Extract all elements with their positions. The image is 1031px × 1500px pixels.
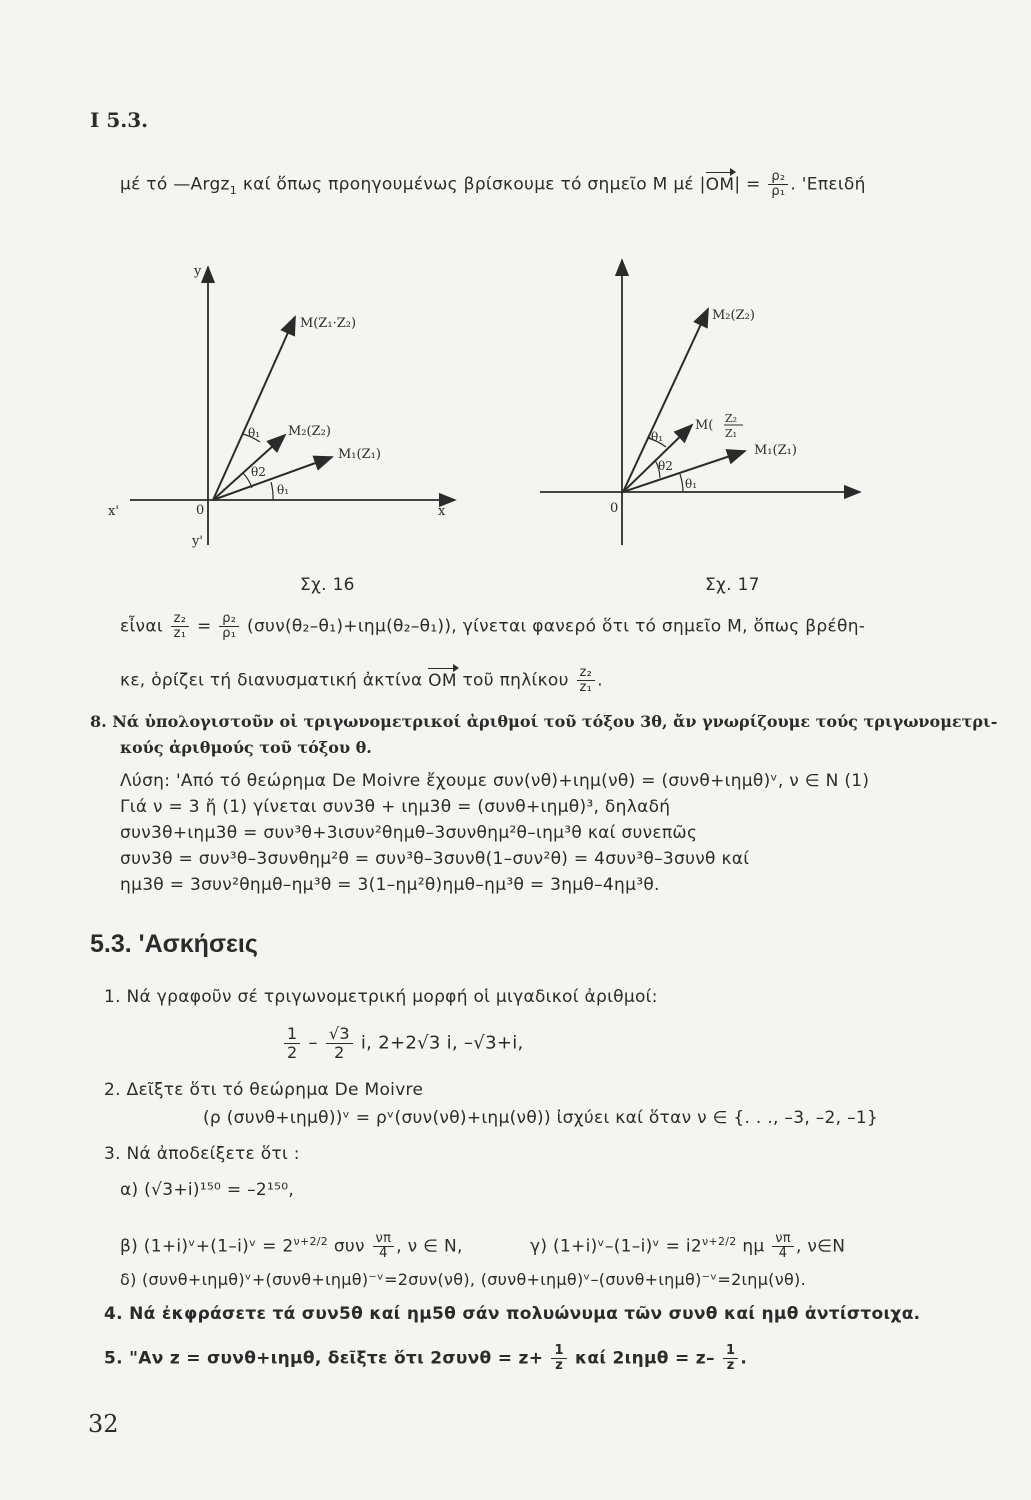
- page-number: 32: [88, 1410, 119, 1438]
- exercise-2-formula: (ρ (συνθ+ιημθ))ᵛ = ρᵛ(συν(νθ)+ιημ(νθ)) ἰσχύει καί ὅταν ν ∈ {. . ., –3, –2, –1}: [203, 1108, 879, 1128]
- exercise-1-numbers: $\frac{1}{2}$ – $\frac{√3}{2}$ i, 2+2√3 i, –√3+i,: [282, 1025, 524, 1062]
- solution-line4: συν3θ = συν³θ–3συνθημ²θ = συν³θ–3συνθ(1–συν²θ) = 4συν³θ–3συνθ καί: [120, 849, 750, 869]
- label-neg-theta1: -θ₁: [647, 430, 664, 444]
- label-m1: M₁(Z₁): [754, 443, 797, 458]
- problem-8-line1: 8. Νά ὑπολογιστοῦν οἱ τριγωνομετρικοί ἀριθμοί τοῦ τόξου 3θ, ἄν γνωρίζουμε τούς τριγωνομετρι-: [90, 712, 998, 731]
- label-theta2: θ2: [251, 465, 266, 479]
- paragraph-vector: κε, ὁρίζει τή διανυσματική ἀκτίνα OM τοῦ πηλίκου $\frac{\text{z₂}}{\text{z₁}}$ .: [120, 665, 603, 695]
- vector-m2: [213, 435, 285, 500]
- label-x-neg: x': [108, 504, 119, 519]
- solution-line1: Λύση: 'Από τό θεώρημα De Moivre ἔχουμε συν(νθ)+ιημ(νθ) = (συνθ+ιημθ)ᵛ, ν ∈ N (1): [120, 771, 870, 791]
- exercise-4: 4. Νά ἐκφράσετε τά συν5θ καί ημ5θ σάν πολυώνυμα τῶν συνθ καί ημθ ἀντίστοιχα.: [104, 1304, 921, 1324]
- label-m-num: Z₂: [725, 412, 738, 425]
- problem-8-line2: κούς ἀριθμούς τοῦ τόξου θ.: [120, 738, 372, 757]
- label-m1: M₁(Z₁): [338, 447, 381, 462]
- label-m-prefix: M(: [695, 418, 714, 433]
- label-theta1-top: θ₁: [248, 426, 261, 440]
- angle-arc-theta1-bottom: [680, 474, 683, 492]
- label-m2: M₂(Z₂): [712, 308, 755, 323]
- label-y-neg: y': [192, 534, 203, 549]
- fraction-rho: $\frac{\text{ρ₂}}{\text{ρ₁}}$: [768, 170, 788, 199]
- exercise-3: 3. Νά ἀποδείξετε ὅτι :: [104, 1144, 300, 1164]
- exercise-3a: α) (√3+i)¹⁵⁰ = –2¹⁵⁰,: [120, 1180, 295, 1200]
- paragraph-quotient: εἶναι $\frac{\text{z₂}}{\text{z₁}}$ = $\frac{\text{ρ₂}}{\text{ρ₁}}$ (συν(θ₂–θ₁)+ιημ(θ₂–θ₁)), γίνεται φανερό ὅτι τό σημεῖο Μ, ὅπως βρέθη-: [120, 611, 866, 641]
- label-y: y: [194, 264, 202, 279]
- label-origin: 0: [610, 501, 619, 516]
- figure-17: [530, 255, 890, 555]
- exercise-5: 5. "Αν z = συνθ+ιημθ, δεῖξτε ὅτι 2συνθ = z+ $\frac{1}{z}$ καί 2ιημθ = z– $\frac{1}{z}$ .: [104, 1343, 748, 1373]
- label-theta1-bottom: θ₁: [277, 483, 290, 497]
- solution-line2: Γιά ν = 3 ἤ (1) γίνεται συν3θ + ιημ3θ = (συνθ+ιημθ)³, δηλαδή: [120, 797, 671, 817]
- vector-om: OM: [705, 174, 735, 195]
- label-m2: M₂(Z₂): [288, 424, 331, 439]
- solution-line5: ημ3θ = 3συν²θημθ–ημ³θ = 3(1–ημ²θ)ημθ–ημ³θ = 3ημθ–4ημ³θ.: [120, 875, 660, 895]
- label-m: M(Z₁·Z₂): [300, 316, 357, 331]
- angle-arc-theta1-bottom: [271, 482, 273, 500]
- exercise-3b: β) (1+i)ᵛ+(1–i)ᵛ = $2^{\nu+2/2}$ συν $\frac{\nu\pi}{4}$ , ν ∈ N,: [120, 1231, 463, 1261]
- solution-line3: συν3θ+ιημ3θ = συν³θ+3ισυν²θημθ–3συνθημ²θ–ιημ³θ καί συνεπῶς: [120, 823, 698, 843]
- caption-fig17: Σχ. 17: [705, 575, 760, 595]
- label-x: x: [438, 504, 446, 519]
- label-theta1-bottom: θ₁: [685, 477, 698, 491]
- exercise-3d: δ) (συνθ+ιημθ)ᵛ+(συνθ+ιημθ)⁻ᵛ=2συν(νθ), (συνθ+ιημθ)ᵛ–(συνθ+ιημθ)⁻ᵛ=2ιημ(νθ).: [120, 1270, 806, 1289]
- intro-line: μέ τό —Argz$_1$ καί ὅπως προηγουμένως βρίσκουμε τό σημεῖο Μ μέ |OM| = $\frac{\text{ρ₂}}{\text{ρ₁}}$ . 'Επειδή: [120, 169, 866, 199]
- figure-16: [100, 255, 480, 555]
- section-header: I 5.3.: [90, 108, 149, 132]
- label-origin: 0: [196, 503, 205, 518]
- vector-m1: [623, 451, 745, 492]
- exercise-3g: γ) (1+i)ᵛ–(1–i)ᵛ = $i2^{\nu+2/2}$ ημ $\frac{\nu\pi}{4}$ , ν∈N: [530, 1231, 846, 1261]
- caption-fig16: Σχ. 16: [300, 575, 355, 595]
- exercises-heading: 5.3. 'Ασκήσεις: [90, 930, 258, 958]
- exercise-1: 1. Νά γραφοῦν σέ τριγωνομετρική μορφή οἱ μιγαδικοί ἀριθμοί:: [104, 987, 658, 1007]
- label-theta2: θ2: [658, 459, 673, 473]
- exercise-2: 2. Δεῖξτε ὅτι τό θεώρημα De Moivre: [104, 1080, 424, 1100]
- label-m-den: Z₁: [725, 427, 738, 440]
